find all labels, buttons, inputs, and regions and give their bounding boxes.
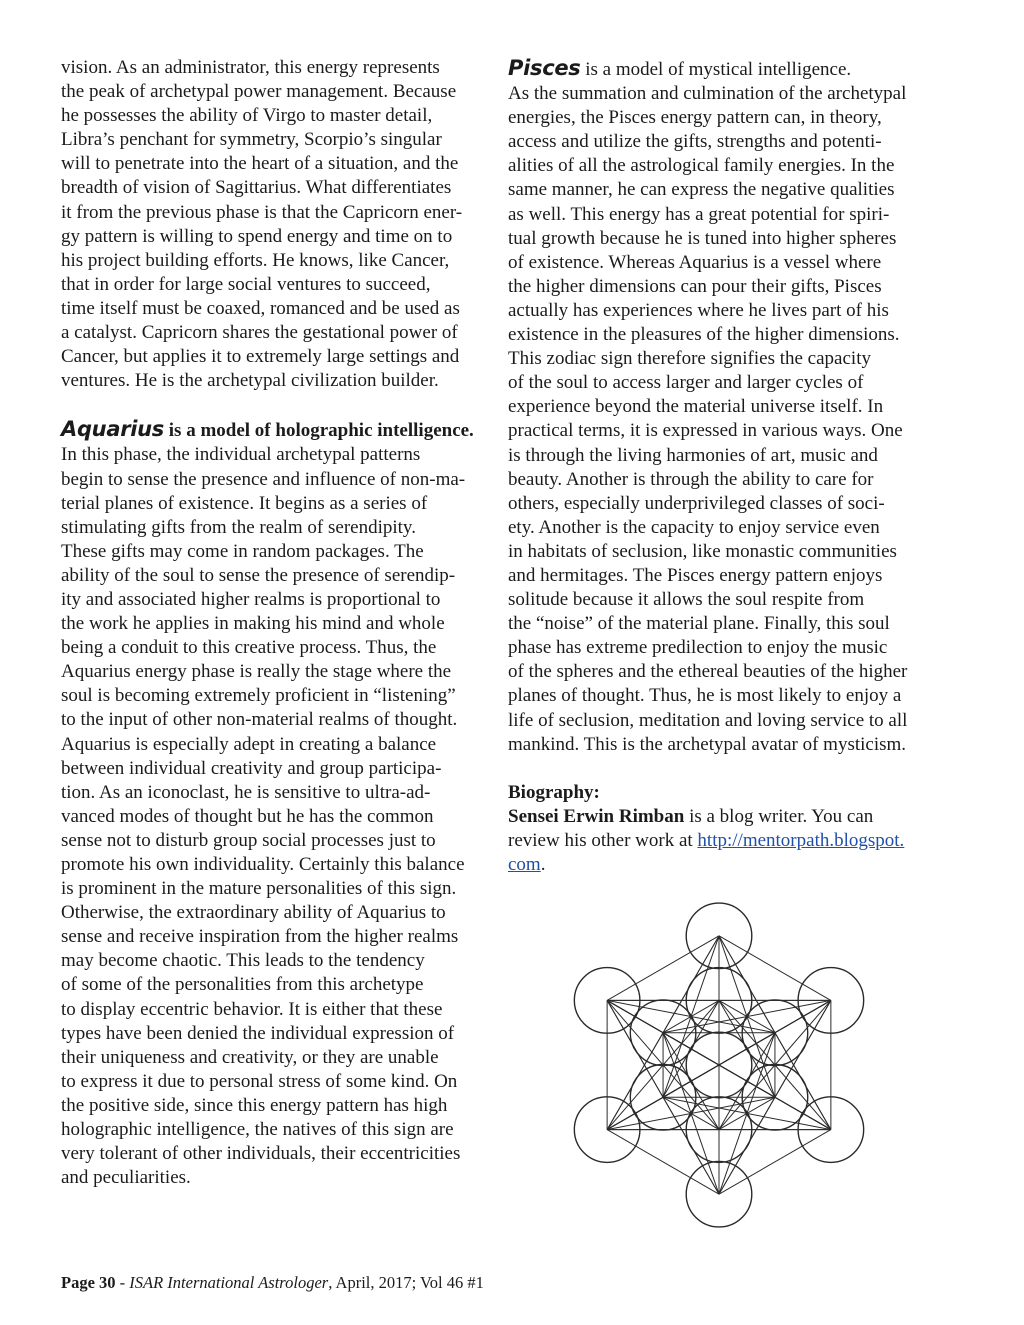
text-line: his project building efforts. He knows, like Cancer, — [61, 249, 450, 271]
text-line: time itself must be coaxed, romanced and be used as — [61, 297, 460, 319]
biography-line-2 — [508, 829, 936, 853]
text-line: terial planes of existence. It begins as a series of — [61, 492, 428, 514]
text-line: to express it due to personal stress of some kind. On — [61, 1070, 458, 1092]
text-line: between individual creativity and group participa- — [61, 757, 442, 779]
text-line: existence in the pleasures of the higher dimensions. — [508, 324, 900, 346]
text-line: life of seclusion, meditation and loving service to all — [508, 709, 908, 731]
text-line: of the soul to access larger and larger cycles of — [508, 372, 864, 394]
text-line: sense not to disturb group social processes just to — [61, 829, 436, 851]
issue-info: , April, 2017; Vol 46 #1 — [328, 1273, 484, 1292]
text-line: is prominent in the mature personalities of this sign. — [61, 878, 457, 900]
aquarius-heading-word: Aquarius — [61, 417, 165, 442]
aquarius-heading — [61, 417, 489, 443]
text-line: As the summation and culmination of the archetypal — [508, 83, 907, 105]
cube-line — [607, 936, 719, 1001]
text-line: Otherwise, the extraordinary ability of Aquarius to — [61, 902, 446, 924]
text-line: soul is becoming extremely proficient in “listening” — [61, 685, 456, 707]
biography-link-intro: review his other work at — [508, 829, 698, 851]
text-line: phase has extreme predilection to enjoy the music — [508, 637, 888, 659]
text-line: as well. This energy has a great potential for spiri- — [508, 203, 890, 225]
right-column — [508, 56, 936, 877]
cube-line — [719, 936, 831, 1001]
text-line: same manner, he can express the negative qualities — [508, 179, 895, 201]
author-name: Sensei Erwin Rimban — [508, 805, 685, 827]
text-line: others, especially underprivileged classes of soci- — [508, 492, 885, 514]
biography-line-1 — [508, 805, 936, 829]
text-line: being a conduit to this creative process. Thus, the — [61, 637, 437, 659]
text-line: Aquarius energy phase is really the stage where the — [61, 661, 452, 683]
pisces-heading-rest: is a model of mystical intelligence. — [580, 59, 852, 80]
capricorn-paragraph — [61, 56, 489, 393]
text-line: Libra’s penchant for symmetry, Scorpio’s singular — [61, 129, 442, 151]
footer-separator: - — [115, 1273, 130, 1292]
text-line: vision. As an administrator, this energy represents — [61, 57, 440, 78]
text-line: and hermitages. The Pisces energy pattern enjoys — [508, 564, 883, 586]
text-line: ability of the soul to sense the presence of serendip- — [61, 564, 456, 586]
text-line: alities of all the astrological family energies. In the — [508, 155, 895, 177]
text-line: is through the living harmonies of art, music and — [508, 444, 878, 466]
text-line: the work he applies in making his mind and whole — [61, 613, 445, 635]
text-line: sense and receive inspiration from the higher realms — [61, 926, 459, 948]
text-line: types have been denied the individual expression of — [61, 1022, 455, 1044]
text-line: the higher dimensions can pour their gifts, Pisces — [508, 275, 882, 297]
left-column — [61, 56, 489, 1190]
text-line: mankind. This is the archetypal avatar of mysticism. — [508, 733, 907, 755]
text-line: that in order for large social ventures to succeed, — [61, 273, 431, 295]
text-line: actually has experiences where he lives part of his — [508, 299, 889, 321]
text-line: experience beyond the material universe itself. In — [508, 396, 884, 418]
cube-line — [719, 1130, 831, 1195]
text-line: the positive side, since this energy pattern has high — [61, 1094, 448, 1116]
aquarius-paragraph — [61, 443, 489, 1190]
text-line: it from the previous phase is that the Capricorn ener- — [61, 201, 463, 223]
text-line: tion. As an iconoclast, he is sensitive to ultra-ad- — [61, 781, 431, 803]
text-line: may become chaotic. This leads to the tendency — [61, 950, 425, 972]
text-line: breadth of vision of Sagittarius. What differentiates — [61, 177, 452, 199]
text-line: promote his own individuality. Certainly this balance — [61, 854, 465, 875]
text-line: holographic intelligence, the natives of this sign are — [61, 1119, 454, 1141]
biography-trailing-period: . — [540, 854, 546, 875]
text-line: the “noise” of the material plane. Finally, this soul — [508, 613, 890, 635]
text-line: Cancer, but applies it to extremely large settings and — [61, 346, 460, 368]
text-line: beauty. Another is through the ability to care for — [508, 468, 874, 490]
aquarius-heading-rest: is a model of holographic intelligence. — [164, 420, 474, 442]
text-line: very tolerant of other individuals, their eccentricities — [61, 1143, 461, 1165]
text-line: access and utilize the gifts, strengths and potenti- — [508, 131, 882, 153]
text-line: In this phase, the individual archetypal patterns — [61, 444, 421, 466]
text-line: vanced modes of thought but he has the common — [61, 805, 434, 827]
text-line: of the spheres and the ethereal beauties of the higher — [508, 661, 908, 683]
text-line: to display eccentric behavior. It is either that these — [61, 998, 443, 1020]
text-line: in habitats of seclusion, like monastic communities — [508, 540, 897, 562]
text-line: begin to sense the presence and influence of non-ma- — [61, 468, 466, 490]
text-line: will to penetrate into the heart of a situation, and the — [61, 153, 459, 175]
text-line: and peculiarities. — [61, 1167, 191, 1189]
biography-line-3 — [508, 853, 936, 877]
blog-link[interactable]: http://mentorpath.blogspot. — [697, 829, 905, 851]
pisces-heading-word: Pisces — [508, 56, 581, 80]
text-line: practical terms, it is expressed in various ways. One — [508, 420, 903, 442]
text-line: of existence. Whereas Aquarius is a vessel where — [508, 251, 882, 273]
text-line: to the input of other non-material realms of thought. — [61, 709, 458, 731]
page-number: Page 30 — [61, 1273, 116, 1292]
text-line: These gifts may come in random packages. The — [61, 540, 424, 562]
text-line: energies, the Pisces energy pattern can, in theory, — [508, 107, 882, 129]
text-line: tual growth because he is tuned into higher spheres — [508, 227, 897, 249]
metatrons-cube-icon — [560, 895, 878, 1235]
cube-line — [607, 1130, 719, 1195]
text-line: the peak of archetypal power management. Because — [61, 81, 457, 103]
text-line: he possesses the ability of Virgo to master detail, — [61, 105, 433, 127]
text-line: ity and associated higher realms is proportional to — [61, 588, 441, 610]
text-line: ventures. He is the archetypal civilization builder. — [61, 370, 439, 392]
pisces-heading — [508, 56, 936, 82]
blog-link-continued[interactable]: com — [508, 854, 541, 875]
page-footer — [61, 1273, 484, 1293]
text-line: their uniqueness and creativity, or they are unable — [61, 1046, 439, 1068]
text-line: a catalyst. Capricorn shares the gestational power of — [61, 322, 458, 344]
text-line: Aquarius is especially adept in creating a balance — [61, 733, 437, 755]
text-line: gy pattern is willing to spend energy and time on to — [61, 225, 453, 247]
text-line: solitude because it allows the soul respite from — [508, 589, 865, 611]
text-line: planes of thought. Thus, he is most likely to enjoy a — [508, 685, 902, 707]
biography-text: is a blog writer. You can — [684, 805, 874, 827]
biography-label: Biography: — [508, 781, 600, 803]
magazine-title: ISAR International Astrologer — [129, 1273, 329, 1292]
text-line: stimulating gifts from the realm of serendipity. — [61, 516, 416, 538]
text-line: of some of the personalities from this archetype — [61, 974, 424, 996]
text-line: ety. Another is the capacity to enjoy service even — [508, 516, 880, 538]
text-line: This zodiac sign therefore signifies the capacity — [508, 348, 871, 370]
pisces-paragraph — [508, 82, 936, 757]
